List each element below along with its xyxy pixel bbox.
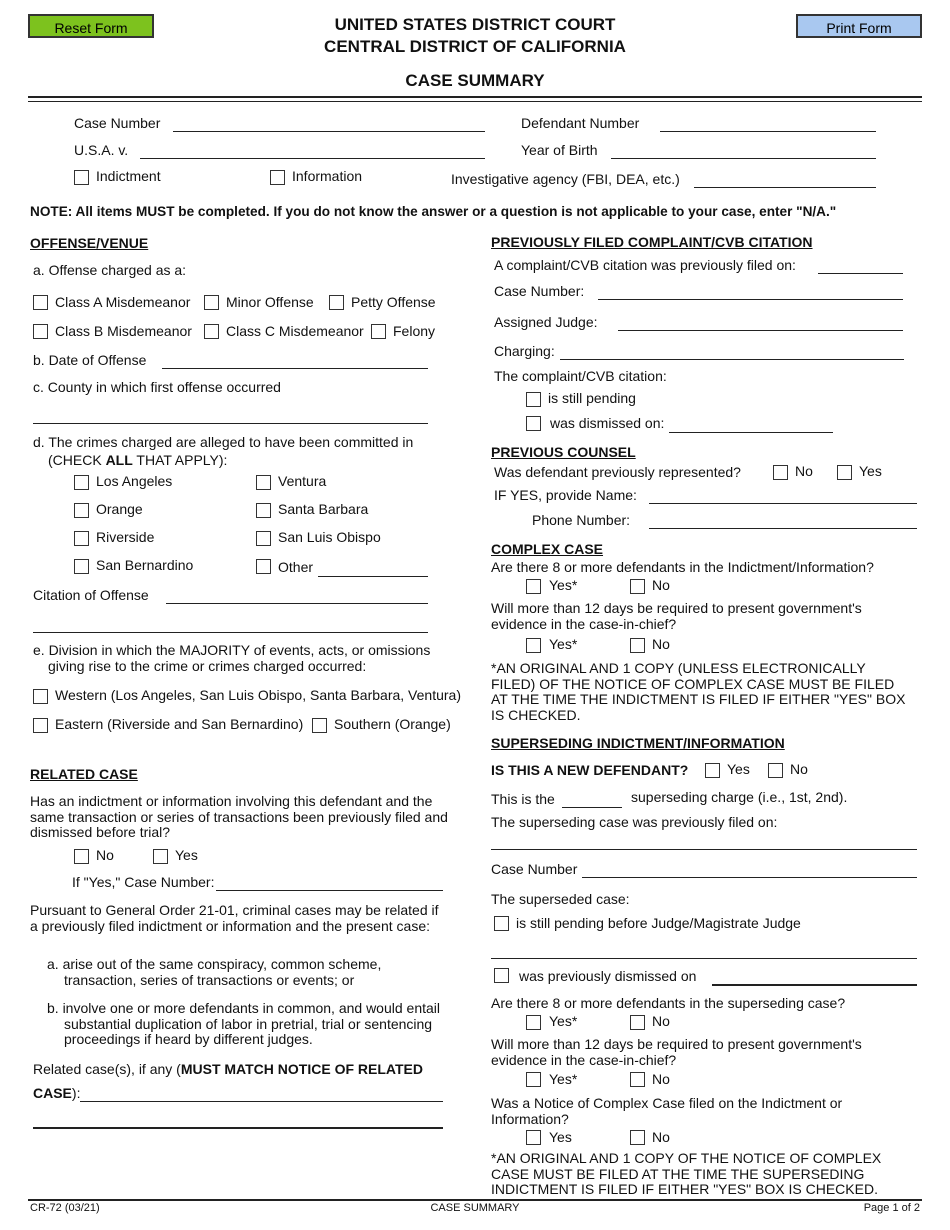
counsel-phone-field[interactable] (649, 528, 917, 529)
date-of-offense-label: b. Date of Offense (33, 352, 147, 368)
complaint-heading: PREVIOUSLY FILED COMPLAINT/CVB CITATION (491, 234, 813, 250)
offense-venue-heading: OFFENSE/VENUE (30, 235, 149, 251)
western-division-checkbox[interactable] (33, 689, 48, 704)
santa-barbara-checkbox[interactable] (256, 503, 271, 518)
complaint-filed-on-field[interactable] (818, 273, 903, 274)
san-luis-obispo-label: San Luis Obispo (278, 529, 381, 545)
class-c-label: Class C Misdemeanor (226, 323, 364, 339)
county-first-offense-label: c. County in which first offense occurred (33, 379, 281, 395)
indictment-label: Indictment (96, 168, 161, 184)
eastern-division-checkbox[interactable] (33, 718, 48, 733)
notice-filed-no-checkbox[interactable] (630, 1130, 645, 1145)
complaint-pending-label: is still pending (548, 390, 636, 406)
year-of-birth-field[interactable] (611, 158, 876, 159)
superseding-charge-label: superseding charge (i.e., 1st, 2nd). (631, 789, 848, 805)
complex-twelve-yes-label: Yes* (549, 636, 578, 652)
crimes-committed-label: d. The crimes charged are alleged to have been committed in (33, 434, 414, 450)
indictment-checkbox[interactable] (74, 170, 89, 185)
complaint-citation-label: The complaint/CVB citation: (494, 368, 667, 384)
los-angeles-checkbox[interactable] (74, 475, 89, 490)
page-title: CASE SUMMARY (405, 71, 545, 90)
superseding-twelve-no-label: No (652, 1071, 670, 1087)
counsel-name-field[interactable] (649, 503, 917, 504)
eastern-division-label: Eastern (Riverside and San Bernardino) (55, 716, 304, 732)
san-bernardino-checkbox[interactable] (74, 559, 89, 574)
agency-label: Investigative agency (FBI, DEA, etc.) (451, 171, 680, 187)
division-label-line2: giving rise to the crime or crimes charged occurred: (48, 658, 367, 674)
reset-form-button[interactable]: Reset Form (28, 14, 154, 38)
related-criteria-a: a. arise out of the same conspiracy, common scheme, transaction, series of transactions or events; or (47, 956, 382, 988)
superseding-eight-defendants-question: Are there 8 or more defendants in the superseding case? (491, 995, 846, 1011)
notice-filed-yes-label: Yes (549, 1129, 572, 1145)
notice-filed-no-label: No (652, 1129, 670, 1145)
riverside-label: Riverside (96, 529, 155, 545)
assigned-judge-field[interactable] (618, 330, 903, 331)
felony-checkbox[interactable] (371, 324, 386, 339)
class-a-label: Class A Misdemeanor (55, 294, 191, 310)
superseding-filed-on-label: The superseding case was previously filed on: (491, 814, 778, 830)
new-defendant-label: IS THIS A NEW DEFENDANT? (491, 762, 689, 778)
ventura-label: Ventura (278, 473, 327, 489)
complaint-dismissed-label: was dismissed on: (550, 415, 665, 431)
case-number-field[interactable] (173, 131, 485, 132)
related-cases-field-2[interactable] (33, 1127, 443, 1129)
court-name-line2: CENTRAL DISTRICT OF CALIFORNIA (324, 37, 626, 56)
complex-notice-text: *AN ORIGINAL AND 1 COPY (UNLESS ELECTRONICALLY FILED) OF THE NOTICE OF COMPLEX CASE MUST BE FILED AT THE TIME THE INDICTMENT IS FILED IF EITHER "YES" BOX IS CHECKED. (491, 660, 906, 723)
charging-label: Charging: (494, 343, 555, 359)
related-case-question: Has an indictment or information involving this defendant and the same transaction or series of transactions been previously filed and dismissed before trial? (30, 793, 448, 840)
counsel-no-label: No (795, 463, 813, 479)
related-yes-checkbox[interactable] (153, 849, 168, 864)
header-rule-top (28, 96, 922, 98)
superseding-eight-yes-label: Yes* (549, 1013, 578, 1029)
superseding-eight-no-label: No (652, 1013, 670, 1029)
superseding-ordinal-field[interactable] (562, 807, 622, 808)
complaint-pending-checkbox[interactable] (526, 392, 541, 407)
citation-of-offense-field[interactable] (166, 603, 428, 604)
class-b-label: Class B Misdemeanor (55, 323, 192, 339)
complex-eight-no-label: No (652, 577, 670, 593)
print-form-button[interactable]: Print Form (796, 14, 922, 38)
court-name-line1: UNITED STATES DISTRICT COURT (334, 15, 616, 34)
related-yes-label: Yes (175, 847, 198, 863)
riverside-checkbox[interactable] (74, 531, 89, 546)
orange-checkbox[interactable] (74, 503, 89, 518)
class-c-checkbox[interactable] (204, 324, 219, 339)
year-of-birth-label: Year of Birth (521, 142, 598, 158)
new-defendant-no-checkbox[interactable] (768, 763, 783, 778)
new-defendant-yes-label: Yes (727, 761, 750, 777)
southern-division-label: Southern (Orange) (334, 716, 451, 732)
form-id: CR-72 (03/21) (30, 1202, 100, 1214)
information-label: Information (292, 168, 363, 184)
counsel-yes-label: Yes (859, 463, 882, 479)
san-luis-obispo-checkbox[interactable] (256, 531, 271, 546)
superseded-judge-field[interactable] (491, 958, 917, 959)
complex-twelve-no-checkbox[interactable] (630, 638, 645, 653)
superseding-case-number-label: Case Number (491, 861, 578, 877)
related-cases-field[interactable] (80, 1101, 443, 1102)
defendant-name-field[interactable] (140, 158, 485, 159)
page-number: Page 1 of 2 (863, 1202, 920, 1214)
related-cases-label-line1: Related case(s), if any (MUST MATCH NOTICE OF RELATED (33, 1061, 423, 1077)
agency-field[interactable] (694, 187, 876, 188)
complex-case-heading: COMPLEX CASE (491, 541, 604, 557)
information-checkbox[interactable] (270, 170, 285, 185)
note-text: NOTE: All items MUST be completed. If you do not know the answer or a question is not applicable to your case, enter "N/A." (30, 204, 837, 219)
complex-eight-defendants-question: Are there 8 or more defendants in the Indictment/Information? (491, 559, 874, 575)
counsel-yes-checkbox[interactable] (837, 465, 852, 480)
check-all-label: (CHECK ALL THAT APPLY): (48, 452, 228, 468)
minor-offense-label: Minor Offense (226, 294, 314, 310)
complex-twelve-days-question: Will more than 12 days be required to present government's evidence in the case-in-chief? (491, 600, 862, 632)
superseding-eight-no-checkbox[interactable] (630, 1015, 645, 1030)
superseding-heading: SUPERSEDING INDICTMENT/INFORMATION (491, 735, 785, 751)
notice-filed-yes-checkbox[interactable] (526, 1130, 541, 1145)
related-criteria-b: b. involve one or more defendants in common, and would entail substantial duplication of labor in pretrial, trial or sentencing proceedings if heard by different judges. (47, 1000, 441, 1047)
charging-field[interactable] (560, 359, 904, 360)
footer-rule (28, 1199, 922, 1201)
if-yes-case-number-label: If "Yes," Case Number: (72, 874, 215, 890)
citation-of-offense-label: Citation of Offense (33, 587, 149, 603)
superseded-dismissed-checkbox[interactable] (494, 968, 509, 983)
related-cases-label-line2: CASE): (33, 1085, 81, 1101)
minor-offense-checkbox[interactable] (204, 295, 219, 310)
superseding-twelve-yes-checkbox[interactable] (526, 1072, 541, 1087)
county-first-offense-field[interactable] (33, 423, 428, 424)
other-county-field[interactable] (318, 576, 428, 577)
santa-barbara-label: Santa Barbara (278, 501, 369, 517)
complaint-case-number-label: Case Number: (494, 283, 585, 299)
assigned-judge-label: Assigned Judge: (494, 314, 598, 330)
superseding-case-number-field[interactable] (582, 877, 917, 878)
counsel-phone-label: Phone Number: (532, 512, 631, 528)
class-a-checkbox[interactable] (33, 295, 48, 310)
this-is-the-label: This is the (491, 791, 555, 807)
ventura-checkbox[interactable] (256, 475, 271, 490)
notice-filed-question: Was a Notice of Complex Case filed on the Indictment or Information? (491, 1095, 843, 1127)
felony-label: Felony (393, 323, 436, 339)
previously-represented-label: Was defendant previously represented? (494, 464, 741, 480)
new-defendant-no-label: No (790, 761, 808, 777)
defendant-number-label: Defendant Number (521, 115, 640, 131)
case-number-label: Case Number (74, 115, 161, 131)
complaint-filed-on-label: A complaint/CVB citation was previously filed on: (494, 257, 796, 273)
division-label-line1: e. Division in which the MAJORITY of events, acts, or omissions (33, 642, 431, 658)
orange-label: Orange (96, 501, 143, 517)
complex-eight-yes-checkbox[interactable] (526, 579, 541, 594)
defendant-number-field[interactable] (660, 131, 876, 132)
header-rule-bottom (28, 101, 922, 102)
superseded-pending-checkbox[interactable] (494, 916, 509, 931)
related-case-heading: RELATED CASE (30, 766, 138, 782)
complex-twelve-yes-checkbox[interactable] (526, 638, 541, 653)
citation-of-offense-field-2[interactable] (33, 632, 428, 633)
los-angeles-label: Los Angeles (96, 473, 173, 489)
superseding-filed-on-field[interactable] (491, 849, 917, 850)
superseding-twelve-no-checkbox[interactable] (630, 1072, 645, 1087)
superseding-twelve-days-question: Will more than 12 days be required to present government's evidence in the case-in-chief? (491, 1036, 862, 1068)
general-order-text: Pursuant to General Order 21-01, criminal cases may be related if a previously filed indictment or information and the present case: (30, 902, 439, 934)
other-county-label: Other (278, 559, 314, 575)
new-defendant-yes-checkbox[interactable] (705, 763, 720, 778)
complaint-case-number-field[interactable] (598, 299, 903, 300)
superseded-pending-label: is still pending before Judge/Magistrate Judge (516, 915, 801, 931)
western-division-label: Western (Los Angeles, San Luis Obispo, Santa Barbara, Ventura) (55, 687, 461, 703)
footer-title: CASE SUMMARY (430, 1202, 520, 1214)
complex-twelve-no-label: No (652, 636, 670, 652)
offense-charged-label: a. Offense charged as a: (33, 262, 187, 278)
complaint-dismissed-date-field[interactable] (669, 432, 833, 433)
other-county-checkbox[interactable] (256, 559, 271, 574)
complex-eight-yes-label: Yes* (549, 577, 578, 593)
petty-offense-label: Petty Offense (351, 294, 436, 310)
counsel-name-label: IF YES, provide Name: (494, 487, 637, 503)
related-case-number-field[interactable] (216, 890, 443, 891)
petty-offense-checkbox[interactable] (329, 295, 344, 310)
date-of-offense-field[interactable] (162, 368, 428, 369)
previous-counsel-heading: PREVIOUS COUNSEL (491, 444, 636, 460)
complex-eight-no-checkbox[interactable] (630, 579, 645, 594)
superseded-dismissed-date-field[interactable] (712, 984, 917, 986)
class-b-checkbox[interactable] (33, 324, 48, 339)
superseding-eight-yes-checkbox[interactable] (526, 1015, 541, 1030)
superseded-case-label: The superseded case: (491, 891, 630, 907)
counsel-no-checkbox[interactable] (773, 465, 788, 480)
related-no-label: No (96, 847, 114, 863)
san-bernardino-label: San Bernardino (96, 557, 194, 573)
complaint-dismissed-checkbox[interactable] (526, 416, 541, 431)
usa-v-label: U.S.A. v. (74, 142, 129, 158)
superseded-dismissed-label: was previously dismissed on (519, 968, 697, 984)
superseding-notice-text: *AN ORIGINAL AND 1 COPY OF THE NOTICE OF COMPLEX CASE MUST BE FILED AT THE TIME THE SUPERSEDING INDICTMENT IS FILED IF EITHER "YES" BOX IS CHECKED. (491, 1150, 882, 1197)
superseding-twelve-yes-label: Yes* (549, 1071, 578, 1087)
related-no-checkbox[interactable] (74, 849, 89, 864)
southern-division-checkbox[interactable] (312, 718, 327, 733)
